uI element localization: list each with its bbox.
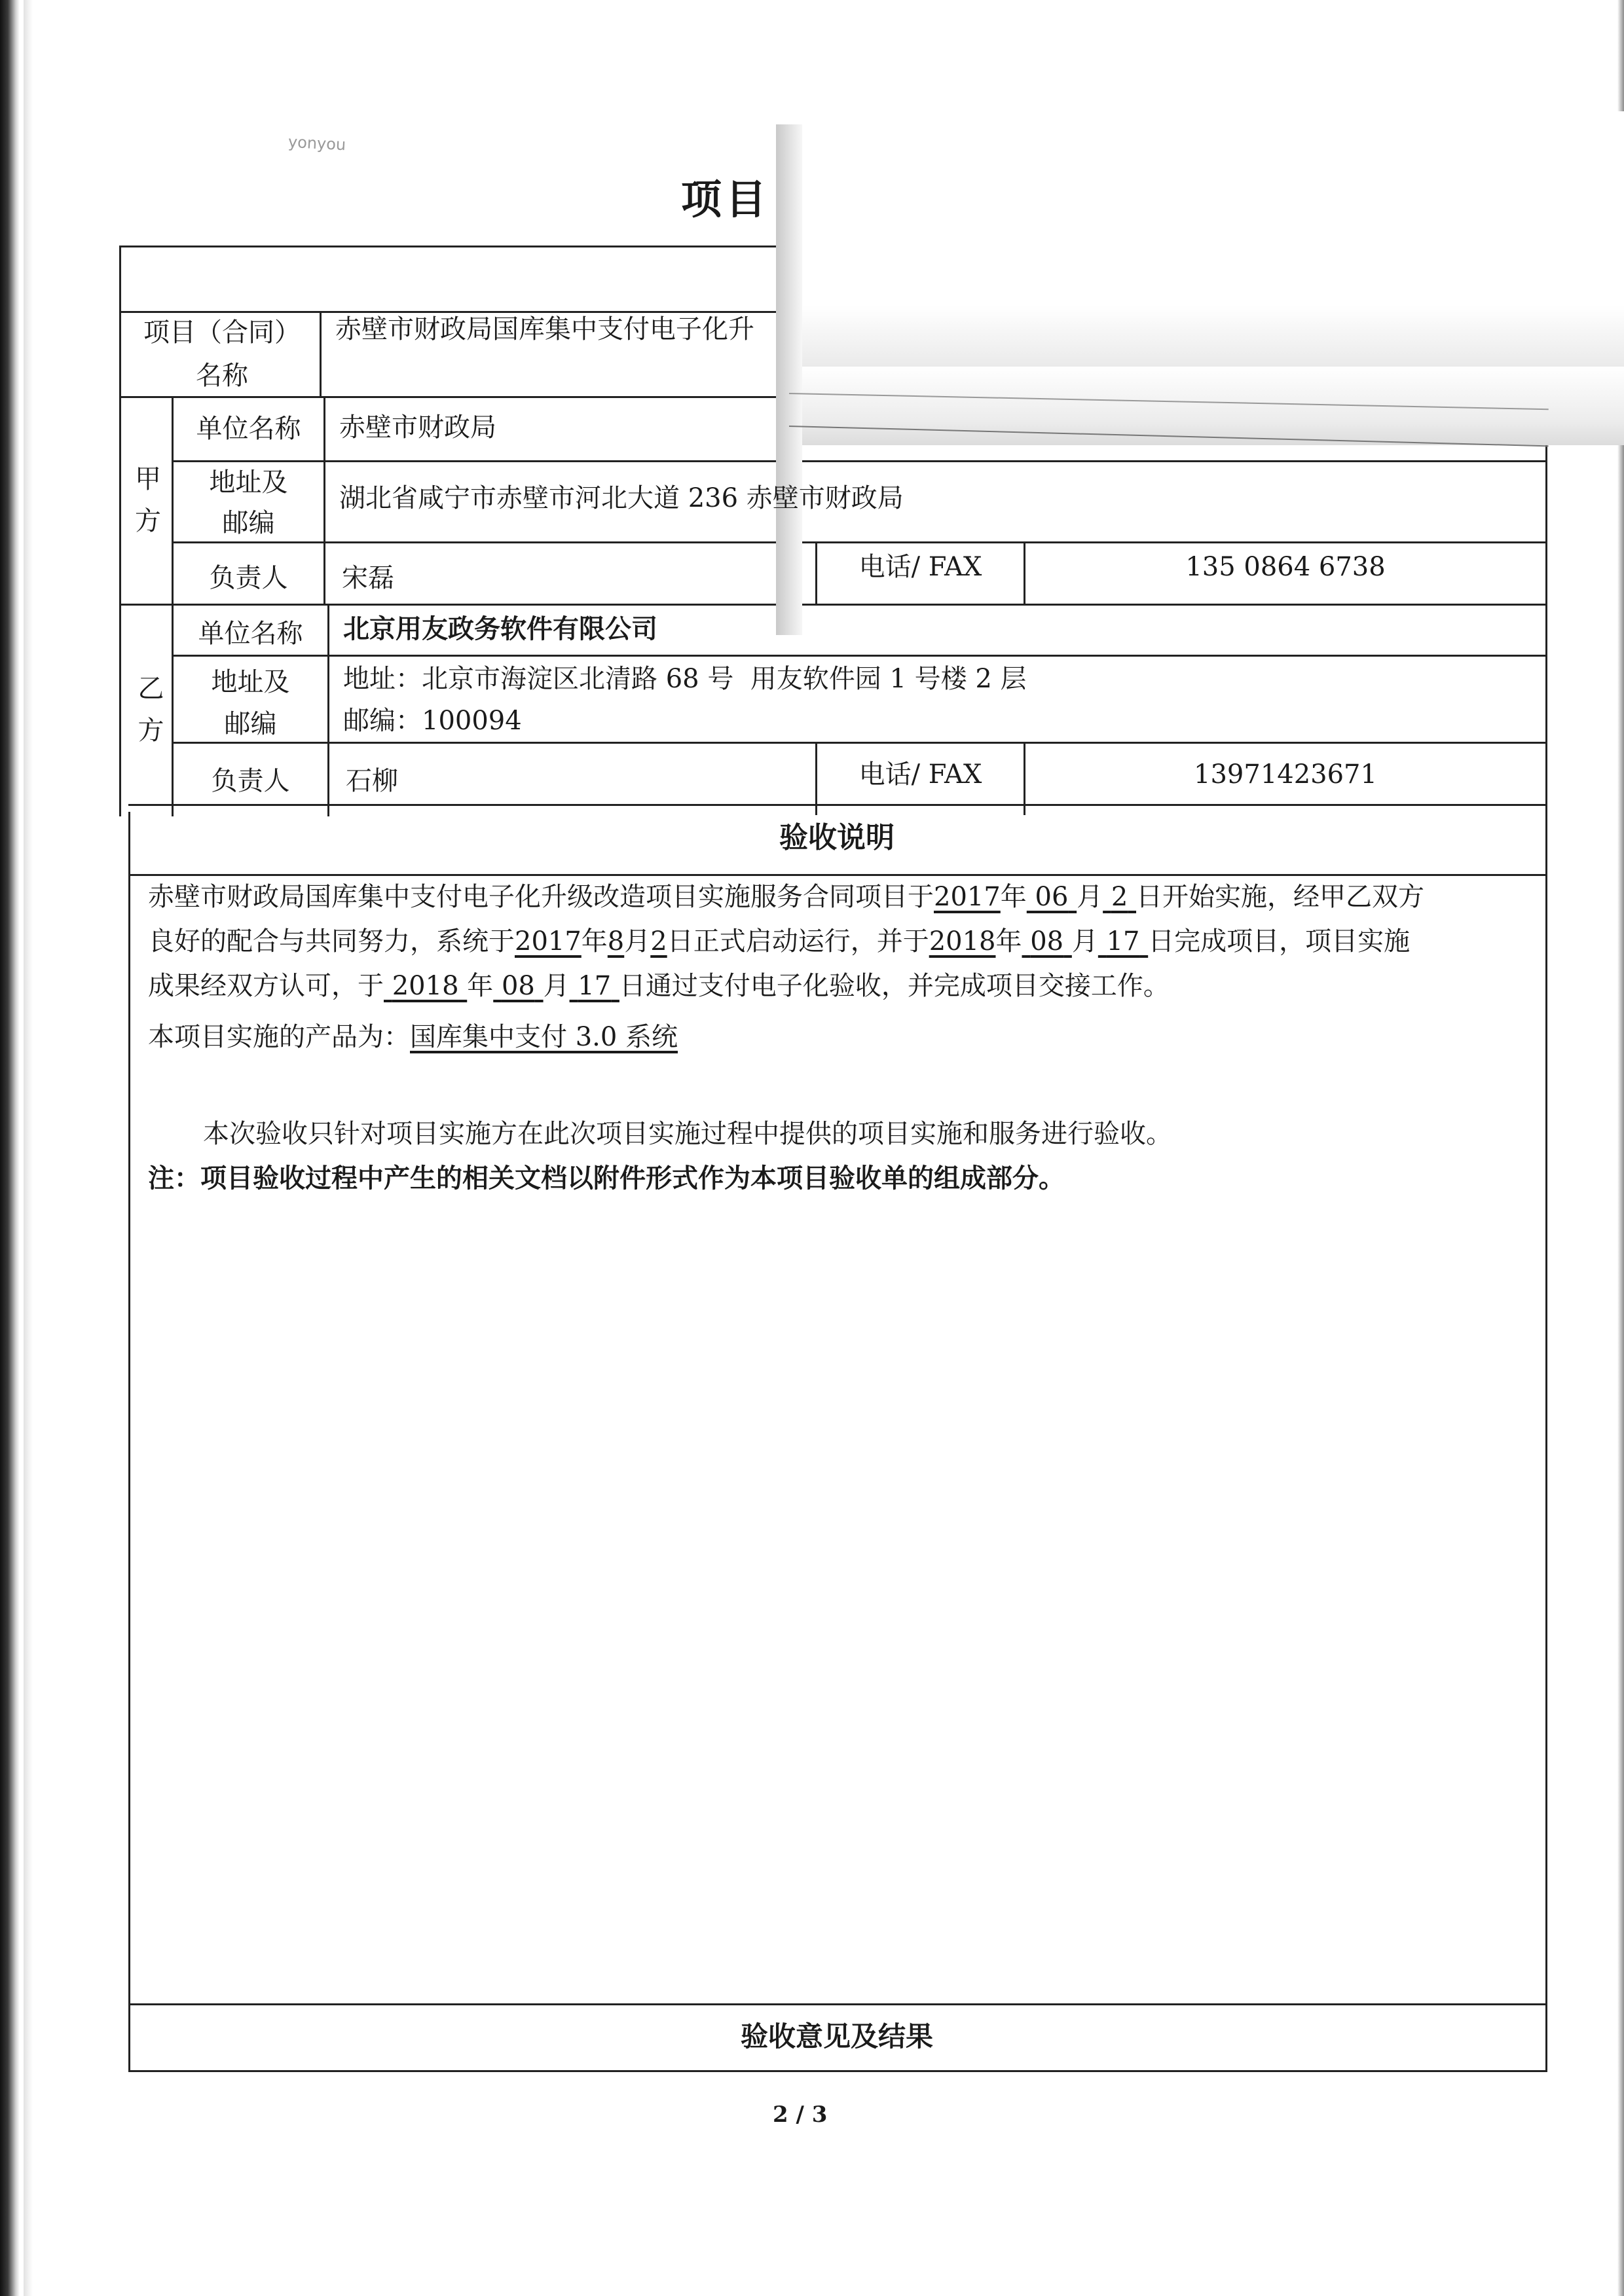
complete-month: 08 — [1030, 926, 1064, 957]
party-a-contact-label: 负责人 — [209, 563, 288, 593]
pass-day-wrap — [570, 971, 619, 1001]
party-a-address-row-bottom — [172, 541, 1545, 543]
pass-day: 17 — [578, 971, 612, 1001]
scope-statement: 本次验收只针对项目实施方在此次项目实施过程中提供的项目实施和服务进行验收。 — [203, 1119, 1172, 1149]
start-month: 06 — [1035, 882, 1069, 912]
acceptance-paragraph — [148, 875, 1543, 1008]
launch-day: 2 — [650, 926, 667, 957]
party-b-label-divider — [327, 604, 329, 816]
acceptance-heading: 验收说明 — [779, 821, 895, 854]
month-char: 月 — [1077, 882, 1103, 912]
page-number: 2 / 3 — [773, 2102, 828, 2128]
party-b-side-label-1: 乙 — [138, 674, 164, 704]
party-b-address-label-2: 邮编 — [224, 709, 277, 739]
folded-page-crease — [776, 124, 802, 635]
party-b-contact-name: 石柳 — [346, 766, 398, 796]
product-name: 国库集中支付 3.0 系统 — [410, 1022, 678, 1052]
month-char: 月 — [624, 926, 651, 957]
project-label-line2: 名称 — [196, 361, 248, 391]
party-a-address-label — [174, 462, 323, 543]
table-border-top — [119, 246, 786, 247]
party-a-address-label-2: 邮编 — [222, 508, 275, 538]
table-border-left — [119, 246, 121, 816]
document-title: 项目 — [681, 175, 771, 223]
party-b-side-label — [130, 668, 172, 752]
party-a-side-label — [124, 458, 172, 542]
product-line — [148, 1015, 1543, 1059]
project-label — [124, 311, 320, 397]
year-char: 年 — [467, 971, 494, 1001]
party-b-postcode: 邮编：100094 — [343, 706, 522, 736]
para-text-5: 日完成项目，项目实施 — [1148, 926, 1411, 957]
folded-page-overlay — [779, 111, 1624, 370]
para-text-6: 成果经双方认可，于 — [148, 971, 384, 1001]
party-a-unit-label: 单位名称 — [196, 414, 301, 444]
pass-month-wrap — [493, 971, 543, 1001]
party-b-unit-label: 单位名称 — [198, 619, 303, 649]
party-a-label-divider — [323, 396, 325, 606]
party-a-contact-name: 宋磊 — [342, 563, 394, 593]
party-a-unit-name: 赤壁市财政局 — [339, 412, 496, 443]
party-b-side-label-2: 方 — [138, 716, 164, 746]
complete-month-wrap — [1022, 926, 1072, 957]
start-month-wrap — [1027, 882, 1077, 912]
party-a-side-label-2: 方 — [135, 506, 161, 536]
project-name: 赤壁市财政局国库集中支付电子化升 — [335, 314, 754, 344]
party-b-address-label — [174, 661, 327, 745]
party-a-side-label-1: 甲 — [135, 464, 161, 494]
party-b-phone-label: 电话/ FAX — [858, 759, 982, 790]
year-char: 年 — [995, 926, 1022, 957]
start-day: 2 — [1111, 882, 1128, 912]
year-char: 年 — [1000, 882, 1027, 912]
table-border-left-lower — [128, 812, 130, 2072]
start-year: 2017 — [934, 882, 1001, 912]
product-label: 本项目实施的产品为： — [148, 1022, 410, 1052]
project-label-line1: 项目（合同） — [143, 318, 301, 348]
para-text-1: 赤壁市财政局国库集中支付电子化升级改造项目实施服务合同项目于 — [148, 882, 934, 912]
party-a-phone: 135 0864 6738 — [1185, 552, 1386, 582]
scan-edge-left-light — [24, 0, 33, 2296]
party-b-phone: 13971423671 — [1194, 759, 1377, 790]
party-a-address-label-1: 地址及 — [209, 467, 288, 498]
party-b-bottom — [128, 804, 1545, 806]
pass-year: 2018 — [392, 971, 459, 1001]
party-b-address-line1: 地址：北京市海淀区北清路 68 号 用友软件园 1 号楼 2 层 — [343, 664, 1027, 694]
result-heading-top — [128, 2003, 1545, 2005]
party-a-bottom — [119, 604, 1545, 606]
folded-page-edge — [789, 367, 1624, 445]
party-b-address-label-1: 地址及 — [211, 667, 290, 697]
project-label-divider — [320, 311, 322, 396]
start-day-wrap — [1103, 882, 1136, 912]
pass-month: 08 — [501, 971, 535, 1001]
para-text-3: 良好的配合与共同努力，系统于 — [148, 926, 515, 957]
watermark: yonyou — [287, 132, 346, 155]
year-char: 年 — [581, 926, 608, 957]
complete-day-wrap — [1098, 926, 1148, 957]
para-text-2: 日开始实施，经甲乙双方 — [1136, 882, 1425, 912]
launch-month: 8 — [607, 926, 625, 957]
table-border-bottom — [128, 2070, 1547, 2072]
complete-year: 2018 — [929, 926, 996, 957]
complete-day: 17 — [1106, 926, 1140, 957]
note-statement: 注：项目验收过程中产生的相关文档以附件形式作为本项目验收单的组成部分。 — [148, 1163, 1065, 1194]
party-b-address — [343, 658, 1027, 742]
para-text-7: 日通过支付电子化验收，并完成项目交接工作。 — [619, 971, 1170, 1001]
result-heading: 验收意见及结果 — [740, 2020, 933, 2052]
table-border-right — [1545, 426, 1547, 2072]
party-b-contact-label: 负责人 — [211, 766, 290, 796]
para-text-4: 日正式启动运行，并于 — [667, 926, 929, 957]
month-char: 月 — [1071, 926, 1098, 957]
party-a-address: 湖北省咸宁市赤壁市河北大道 236 赤壁市财政局 — [339, 483, 904, 513]
launch-year: 2017 — [515, 926, 581, 957]
party-b-unit-name: 北京用友政务软件有限公司 — [343, 614, 657, 644]
party-a-unit-row-bottom — [172, 460, 1545, 462]
party-b-unit-row-bottom — [172, 655, 1545, 657]
party-b-address-row-bottom — [172, 742, 1545, 744]
month-char: 月 — [543, 971, 570, 1001]
pass-year-wrap — [384, 971, 467, 1001]
party-a-phone-label: 电话/ FAX — [858, 552, 982, 582]
scan-edge-left — [0, 0, 20, 2296]
